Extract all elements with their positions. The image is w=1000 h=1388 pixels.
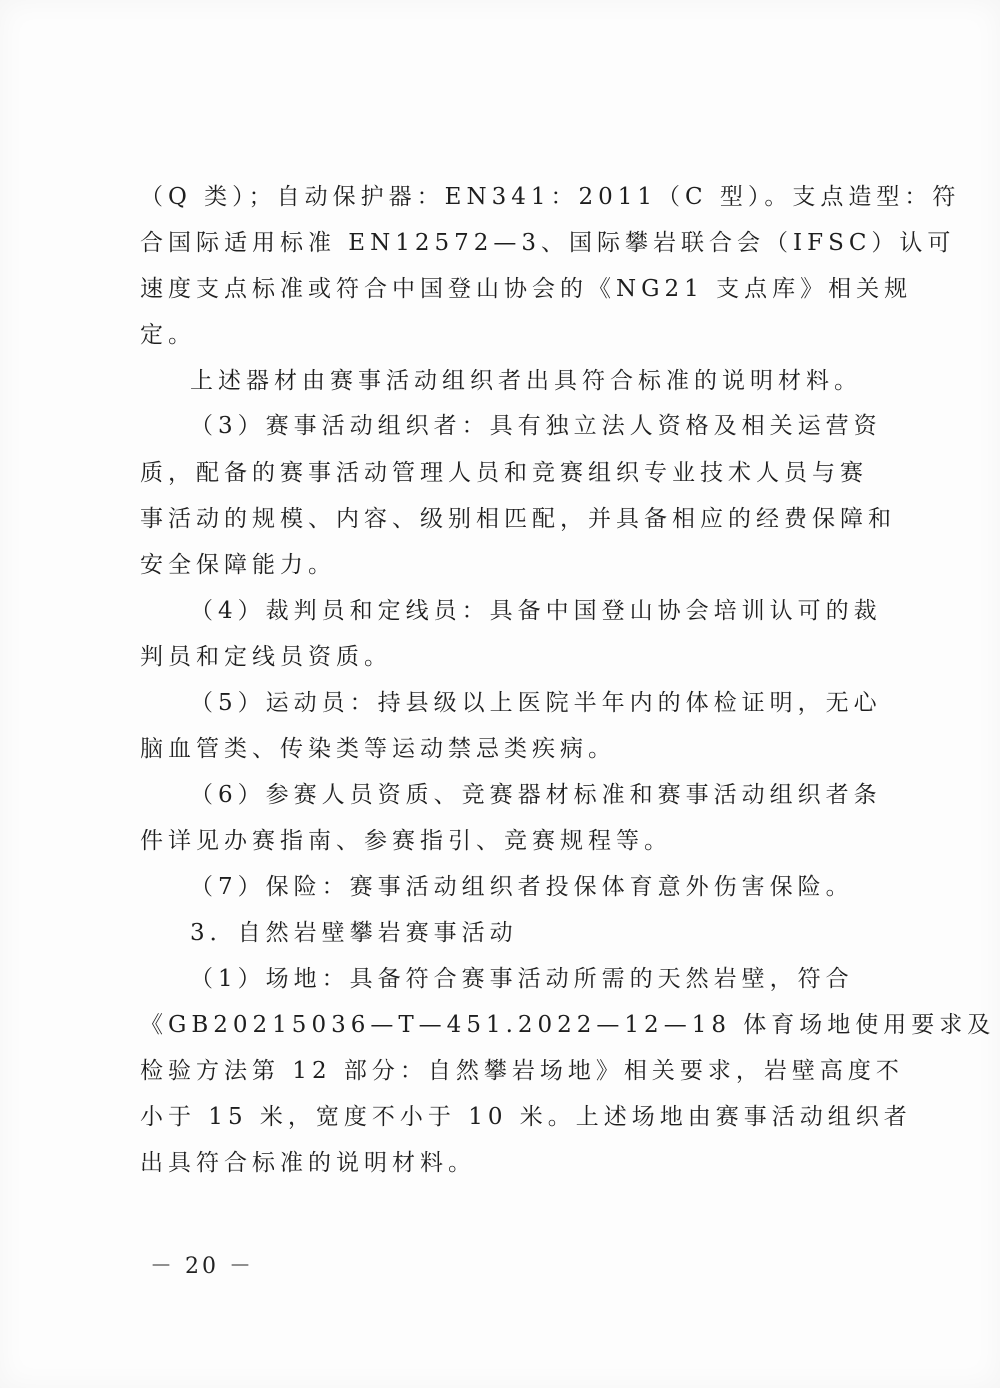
- text-line-7: 质，配备的赛事活动管理人员和竞赛组织专业技术人员与赛: [140, 460, 868, 486]
- text-line-6: （3）赛事活动组织者：具有独立法人资格及相关运营资: [190, 413, 882, 439]
- text-line-13: 脑血管类、传染类等运动禁忌类疾病。: [140, 736, 616, 762]
- text-line-2: 合国际适用标准 EN12572—3、国际攀岩联合会（IFSC）认可: [140, 230, 956, 256]
- text-line-14: （6）参赛人员资质、竞赛器材标准和赛事活动组织者条: [190, 782, 882, 808]
- text-line-5: 上述器材由赛事活动组织者出具符合标准的说明材料。: [190, 368, 862, 394]
- text-line-22: 出具符合标准的说明材料。: [140, 1150, 476, 1176]
- text-line-17: 3．自然岩壁攀岩赛事活动: [190, 920, 518, 946]
- text-line-18: （1）场地：具备符合赛事活动所需的天然岩壁，符合: [190, 966, 854, 992]
- text-line-4: 定。: [140, 322, 196, 348]
- text-line-9: 安全保障能力。: [140, 552, 336, 578]
- text-line-11: 判员和定线员资质。: [140, 644, 392, 670]
- text-line-8: 事活动的规模、内容、级别相匹配，并具备相应的经费保障和: [140, 506, 896, 532]
- text-line-10: （4）裁判员和定线员：具备中国登山协会培训认可的裁: [190, 598, 882, 624]
- page-number: － 20 －: [150, 1254, 254, 1279]
- text-line-20: 检验方法第 12 部分：自然攀岩场地》相关要求，岩壁高度不: [140, 1058, 904, 1084]
- text-line-21: 小于 15 米，宽度不小于 10 米。上述场地由赛事活动组织者: [140, 1104, 912, 1130]
- text-line-12: （5）运动员：持县级以上医院半年内的体检证明，无心: [190, 690, 882, 716]
- text-line-1: （Q 类）；自动保护器：EN341：2011（C 型）。支点造型：符: [140, 184, 961, 210]
- text-line-19: 《GB20215036—T—451.2022—12—18 体育场地使用要求及: [140, 1012, 996, 1038]
- text-line-15: 件详见办赛指南、参赛指引、竞赛规程等。: [140, 828, 672, 854]
- text-line-3: 速度支点标准或符合中国登山协会的《NG21 支点库》相关规: [140, 276, 913, 302]
- text-line-16: （7）保险：赛事活动组织者投保体育意外伤害保险。: [190, 874, 854, 900]
